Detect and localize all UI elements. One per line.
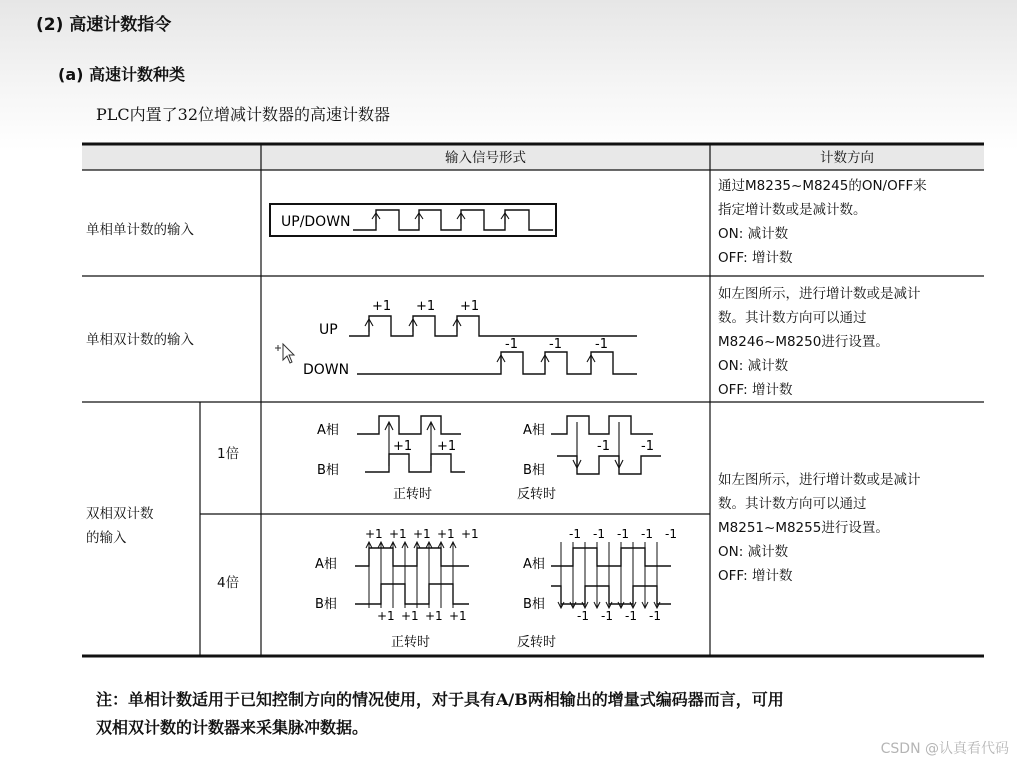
- waveform-single-single: [261, 170, 710, 276]
- svg-text:反转时: 反转时: [517, 635, 557, 650]
- footnote: 注：单相计数适用于已知控制方向的情况使用，对于具有A/B两相输出的增量式编码器而言，可用 双相双计数的计数器来采集脉冲数据。: [96, 690, 784, 737]
- subsection-heading: (a) 高速计数种类: [58, 65, 185, 84]
- svg-text:UP: UP: [319, 322, 338, 338]
- desc-single-single: 通过M8235~M8245的ON/OFF来 指定增计数或是减计数。 ON: 减计数 OFF: 增计数: [718, 178, 927, 266]
- row-label-two-phase: 双相双计数 的输入: [86, 506, 154, 546]
- svg-text:-1: -1: [595, 337, 608, 352]
- svg-text:-1: -1: [641, 527, 653, 541]
- svg-text:正转时: 正转时: [393, 487, 433, 502]
- svg-text:A相: A相: [523, 557, 545, 572]
- svg-text:-1: -1: [601, 609, 613, 623]
- svg-text:+1: +1: [437, 439, 457, 454]
- svg-text:+1: +1: [461, 527, 479, 541]
- svg-text:B相: B相: [317, 463, 339, 478]
- waveform-two-phase-4x: [261, 514, 710, 656]
- svg-text:B相: B相: [523, 597, 545, 612]
- svg-text:-1: -1: [617, 527, 629, 541]
- svg-text:-1: -1: [641, 439, 654, 454]
- desc-two-phase: 如左图所示，进行增计数或是减计 数。其计数方向可以通过 M8251~M8255进行设置。 ON: 减计数 OFF: 增计数: [718, 472, 921, 584]
- svg-text:-1: -1: [549, 337, 562, 352]
- row-label-single-double: 单相双计数的输入: [86, 332, 194, 348]
- svg-text:-1: -1: [665, 527, 677, 541]
- svg-text:-1: -1: [505, 337, 518, 352]
- svg-text:+1: +1: [460, 299, 480, 314]
- svg-text:DOWN: DOWN: [303, 362, 350, 378]
- svg-text:+1: +1: [416, 299, 436, 314]
- svg-text:B相: B相: [523, 463, 545, 478]
- signal-label-updown: UP/DOWN: [281, 214, 351, 230]
- svg-text:+1: +1: [377, 609, 395, 623]
- svg-text:+1: +1: [437, 527, 455, 541]
- svg-text:正转时: 正转时: [391, 635, 431, 650]
- waveform-two-phase-1x: [261, 402, 710, 514]
- svg-text:+1: +1: [393, 439, 413, 454]
- svg-text:+1: +1: [389, 527, 407, 541]
- svg-text:A相: A相: [315, 557, 337, 572]
- header-input-signal: 输入信号形式: [445, 150, 526, 166]
- row-label-single-single: 单相单计数的输入: [86, 222, 194, 238]
- svg-text:+1: +1: [413, 527, 431, 541]
- counter-type-table: [82, 142, 984, 658]
- multiplier-1x: 1倍: [217, 446, 240, 462]
- svg-text:-1: -1: [577, 609, 589, 623]
- intro-text: PLC内置了32位增减计数器的高速计数器: [96, 105, 390, 124]
- waveform-single-double: [261, 276, 710, 402]
- svg-text:-1: -1: [625, 609, 637, 623]
- multiplier-4x: 4倍: [217, 575, 240, 591]
- svg-text:+1: +1: [365, 527, 383, 541]
- svg-text:+1: +1: [425, 609, 443, 623]
- desc-single-double: 如左图所示，进行增计数或是减计 数。其计数方向可以通过 M8246~M8250进行设置。 ON: 减计数 OFF: 增计数: [718, 286, 921, 398]
- svg-text:+1: +1: [449, 609, 467, 623]
- svg-text:+1: +1: [401, 609, 419, 623]
- mouse-cursor-icon: [275, 344, 294, 363]
- svg-text:反转时: 反转时: [517, 487, 557, 502]
- section-heading: (2) 高速计数指令: [36, 15, 172, 35]
- svg-text:-1: -1: [569, 527, 581, 541]
- svg-text:+1: +1: [372, 299, 392, 314]
- header-count-direction: 计数方向: [820, 150, 874, 166]
- svg-text:-1: -1: [597, 439, 610, 454]
- svg-text:B相: B相: [315, 597, 337, 612]
- svg-text:A相: A相: [523, 423, 545, 438]
- watermark: CSDN @认真看代码: [880, 741, 1009, 757]
- svg-text:-1: -1: [593, 527, 605, 541]
- svg-text:-1: -1: [649, 609, 661, 623]
- svg-text:A相: A相: [317, 423, 339, 438]
